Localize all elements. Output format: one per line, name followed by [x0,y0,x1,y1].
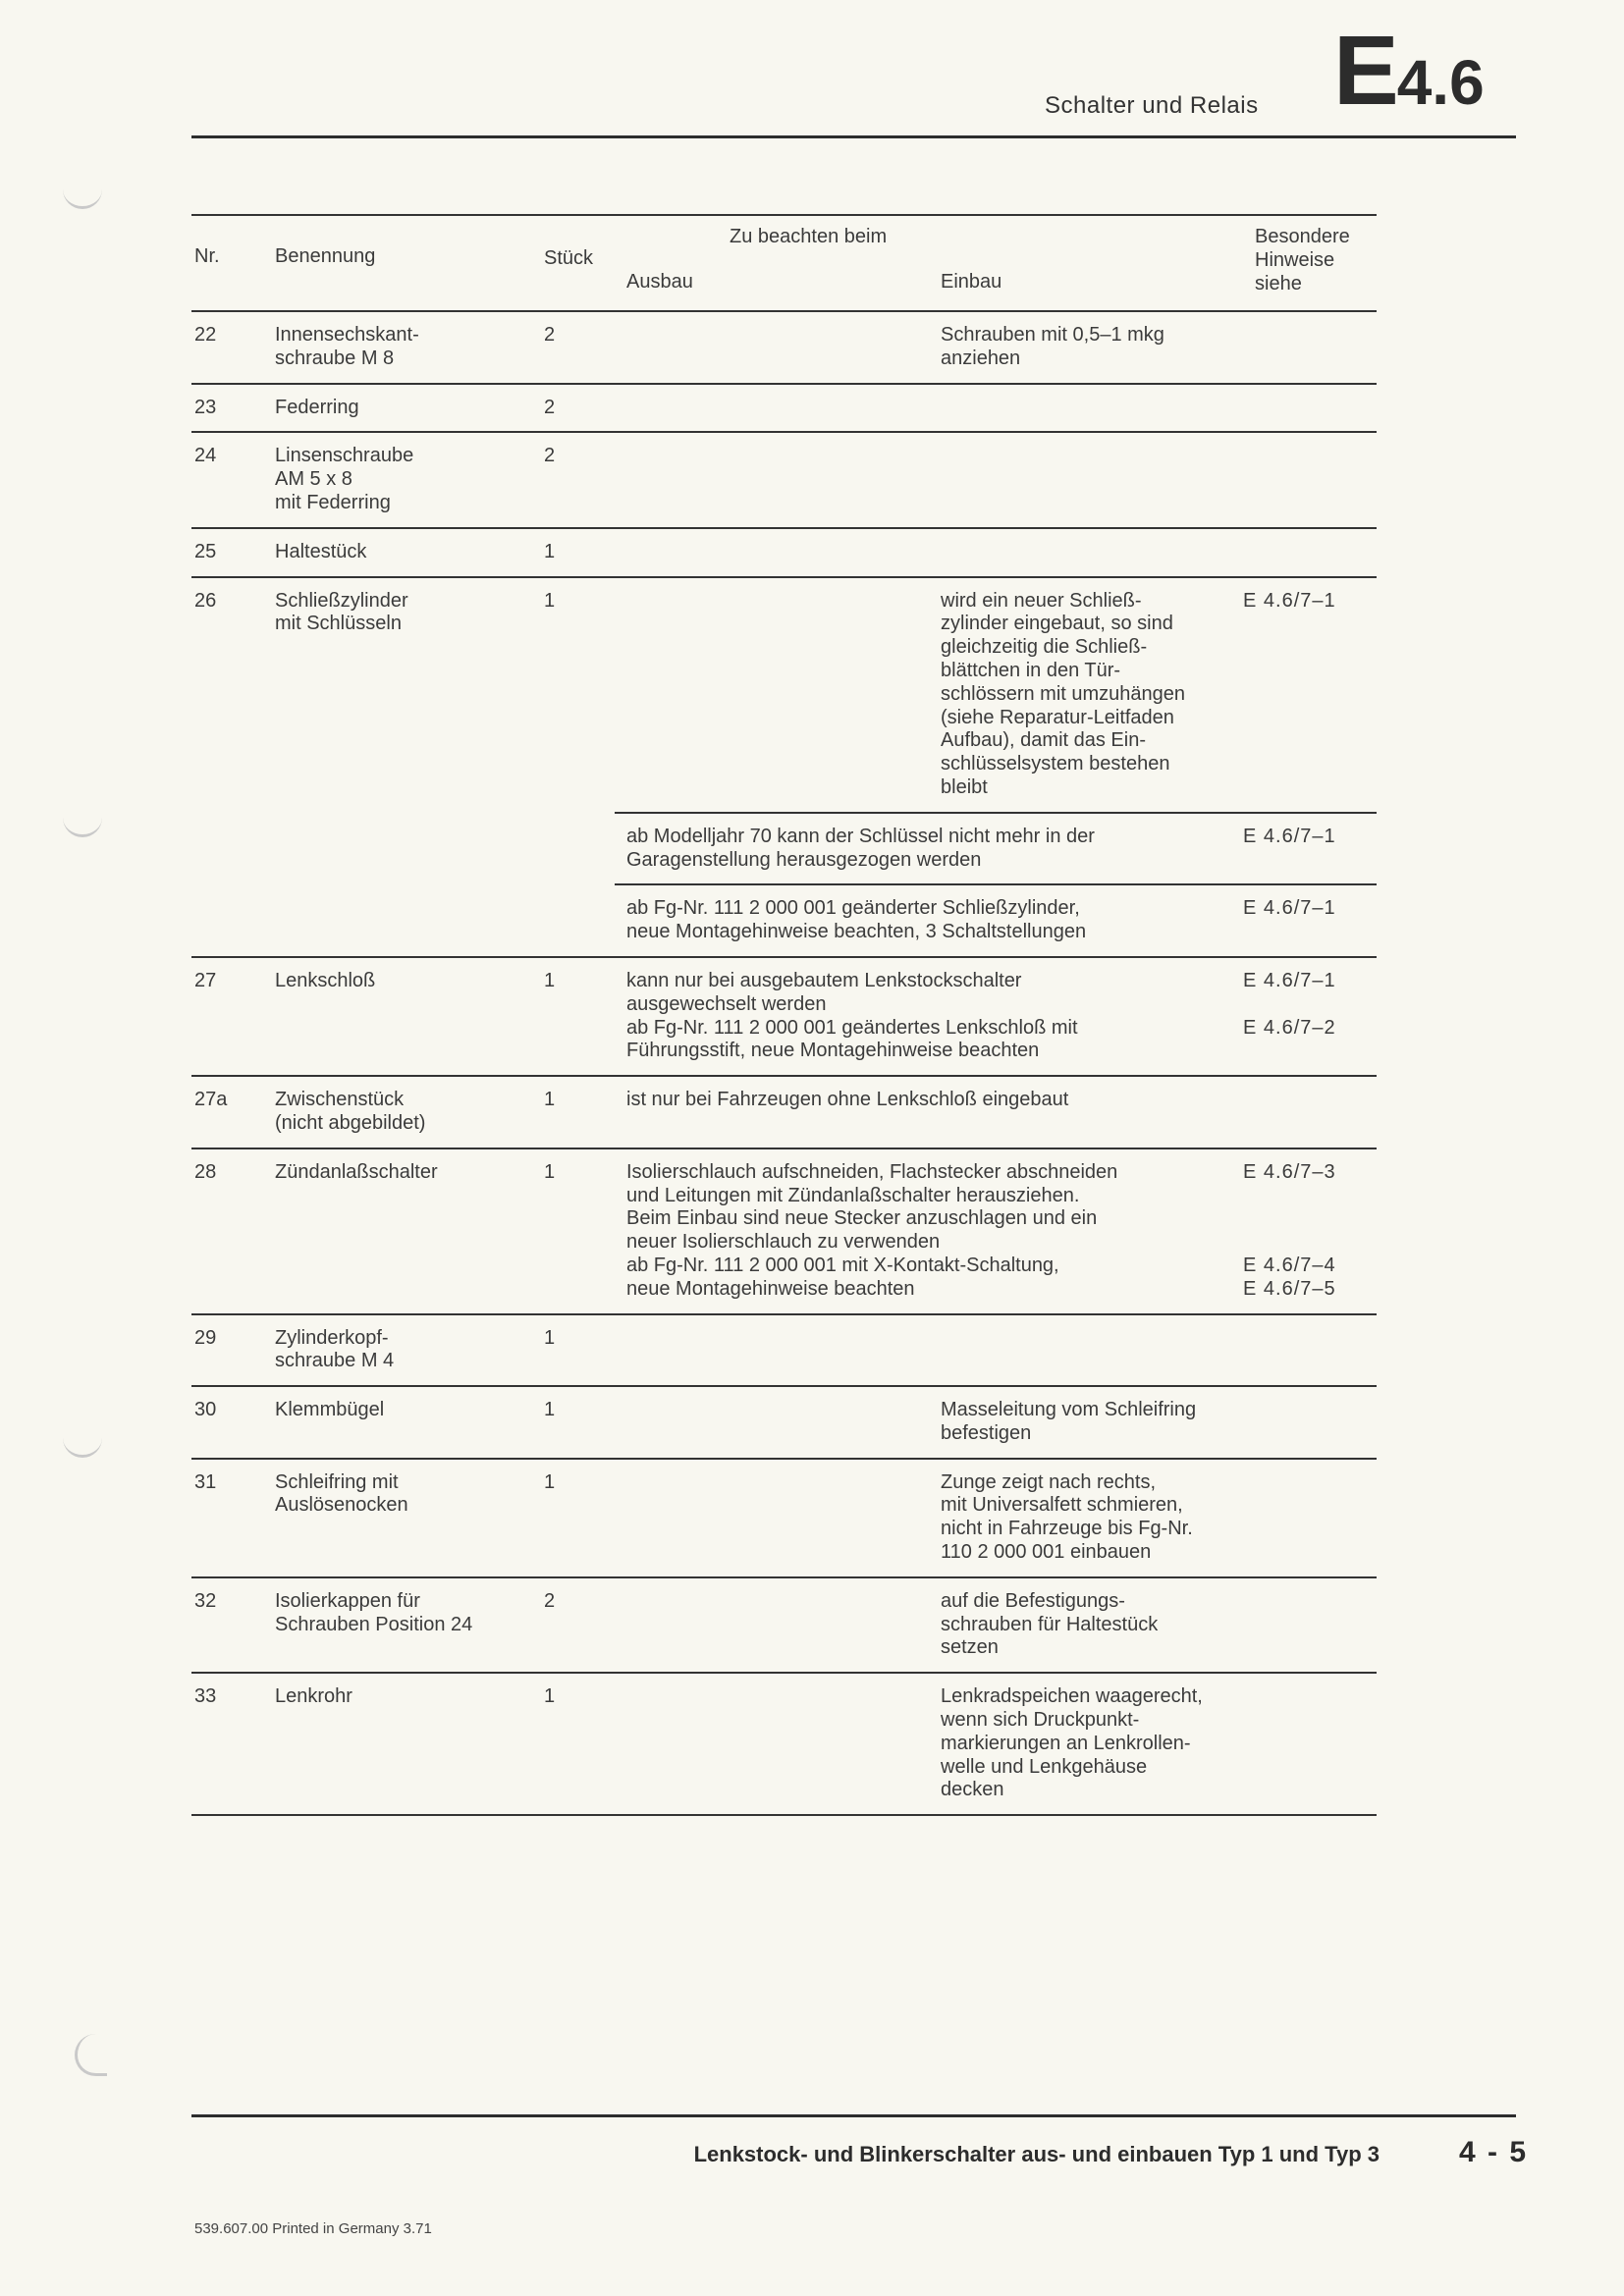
col-group: Zu beachten beim [730,226,888,247]
part-number: 28 [194,1160,217,1183]
note-line: befestigen [941,1421,1032,1444]
part-name-line: mit Schlüsseln [275,613,402,635]
note-text-einbau [615,445,1243,468]
part-name [275,1149,544,1313]
table-row [191,383,1377,432]
note-text-ausbau [615,826,1243,873]
note-references [1243,970,1377,1063]
note-entry [615,958,1377,1075]
section-code [1333,16,1485,132]
part-name [275,1460,544,1576]
imprint: 539.607.00 Printed in Germany 3.71 [194,2220,432,2237]
part-name [275,1578,544,1672]
note-line: ausgewechselt werden [626,992,827,1015]
note-line: Lenkradspeichen waagerecht, [941,1685,1203,1708]
note-line: neue Montagehinweise beachten [626,1277,915,1300]
table-row [191,1313,1377,1386]
part-notes [615,433,1377,526]
table-row [191,1458,1377,1576]
reference-line [1243,993,1377,1017]
note-line: schlüsselsystem bestehen [941,753,1170,775]
col-nr: Nr. [194,245,220,267]
note-references [1243,590,1377,800]
table-row [191,310,1377,383]
part-notes [615,1315,1377,1386]
reference-line: E 4.6/7–2 [1243,1016,1336,1039]
table-row [191,1672,1377,1816]
section-letter: E [1333,16,1397,126]
part-notes [615,1674,1377,1814]
part-quantity: 1 [544,1326,556,1349]
note-references [1243,1089,1377,1112]
part-notes [615,1460,1377,1576]
part-name-line: Auslösenocken [275,1494,408,1517]
note-line: nicht in Fahrzeuge bis Fg-Nr. [941,1518,1193,1540]
part-number: 32 [194,1589,217,1612]
part-name-line: Lenkschloß [275,969,376,991]
part-number: 22 [194,324,217,346]
note-empty [941,397,1243,420]
note-references [1243,1685,1377,1802]
note-entry [615,529,1377,576]
col-refs-1: Besondere [1255,226,1350,247]
part-name [275,385,544,432]
table-row [191,1385,1377,1458]
part-number: 24 [194,445,217,467]
part-name-line: schraube M 4 [275,1350,395,1372]
part-number: 27a [194,1089,228,1111]
part-quantity: 1 [544,1089,556,1111]
part-name-line: Zündanlaßschalter [275,1160,438,1183]
note-entry [615,1387,1377,1458]
part-quantity: 1 [544,1685,556,1708]
note-empty [941,445,1243,468]
note-references [1243,397,1377,420]
note-text-ausbau [615,897,1243,944]
reference-line [1243,1207,1377,1231]
reference-line: E 4.6/7–1 [1243,825,1336,847]
part-name-line: Innensechskant- [275,324,419,346]
note-line: schlössern mit umzuhängen [941,682,1186,705]
note-line: Masseleitung vom Schleifring [941,1399,1197,1421]
note-line: welle und Lenkgehäuse [941,1755,1148,1778]
note-line: ab Modelljahr 70 kann der Schlüssel nicht mehr in der [626,825,1095,847]
table-row [191,956,1377,1075]
note-line: markierungen an Lenkrollen- [941,1732,1191,1754]
part-number: 27 [194,969,217,991]
col-einbau: Einbau [941,271,1002,293]
parts-table [191,214,1377,1816]
reference-line: E 4.6/7–3 [1243,1160,1336,1183]
note-references [1243,826,1377,873]
note-text-einbau [615,590,1243,800]
note-entry [615,1149,1377,1313]
part-quantity: 1 [544,1470,556,1493]
note-line: neue Montagehinweise beachten, 3 Schaltstellungen [626,921,1087,943]
part-name [275,1387,544,1458]
note-line: blättchen in den Tür- [941,659,1121,681]
note-line: bleibt [941,775,988,798]
reference-line: E 4.6/7–4 [1243,1254,1336,1276]
col-name: Benennung [275,245,376,267]
col-refs-2: Hinweise [1255,249,1335,271]
binder-hole [75,2034,107,2076]
note-text-einbau [615,1590,1243,1660]
chapter-title: Schalter und Relais [1045,92,1259,119]
note-entry [615,1315,1377,1362]
part-name-line: Federring [275,396,359,418]
note-references [1243,445,1377,468]
section-number: 4.6 [1396,47,1485,118]
note-entry [615,1674,1377,1814]
note-line: kann nur bei ausgebautem Lenkstockschalter [626,969,1022,991]
note-entry [615,433,1377,480]
part-name-line: Linsenschraube [275,445,414,467]
footer-title: Lenkstock- und Blinkerschalter aus- und einbauen Typ 1 und Typ 3 [693,2142,1380,2166]
note-references [1243,1327,1377,1351]
note-text-einbau [615,1471,1243,1565]
part-quantity: 1 [544,969,556,991]
col-qty: Stück [544,247,594,269]
note-text-einbau [615,1327,1243,1351]
note-line: neuer Isolierschlauch zu verwenden [626,1231,941,1254]
table-row [191,1576,1377,1672]
part-number: 29 [194,1326,217,1349]
part-name-line: Isolierkappen für [275,1589,420,1612]
note-text-einbau [615,541,1243,564]
note-line: wenn sich Druckpunkt- [941,1709,1140,1732]
part-quantity: 2 [544,324,556,346]
reference-line: E 4.6/7–1 [1243,969,1336,991]
part-name-line: AM 5 x 8 [275,468,352,491]
note-line: auf die Befestigungs- [941,1589,1125,1612]
table-row [191,431,1377,526]
reference-line: E 4.6/7–1 [1243,589,1336,612]
part-name-line: Schrauben Position 24 [275,1613,473,1635]
part-name [275,529,544,576]
note-line: schrauben für Haltestück [941,1613,1159,1635]
note-entry [615,578,1377,812]
part-name [275,578,544,956]
part-name-line: Schleifring mit [275,1470,399,1493]
part-name-line: Zwischenstück [275,1089,405,1111]
note-line: ist nur bei Fahrzeugen ohne Lenkschloß eingebaut [626,1089,1069,1111]
part-number: 23 [194,396,217,418]
note-line: mit Universalfett schmieren, [941,1494,1183,1517]
part-name [275,1674,544,1814]
note-entry [615,1578,1377,1672]
part-notes [615,385,1377,432]
part-quantity: 1 [544,1160,556,1183]
note-entry [615,1077,1377,1124]
part-name-line: Zylinderkopf- [275,1326,389,1349]
note-text-einbau [615,397,1243,420]
table-row [191,527,1377,576]
table-row [191,1075,1377,1148]
part-name-line: Klemmbügel [275,1399,385,1421]
note-line: wird ein neuer Schließ- [941,589,1142,612]
binder-hole [63,805,102,837]
part-notes [615,578,1377,956]
reference-line [1243,1185,1377,1208]
note-text-ausbau [615,970,1243,1063]
note-entry [615,883,1377,956]
note-references [1243,1399,1377,1446]
note-line: anziehen [941,347,1021,369]
note-empty [941,541,1243,564]
note-text-einbau [615,324,1243,371]
note-line: Isolierschlauch aufschneiden, Flachstecker abschneiden [626,1160,1118,1183]
part-notes [615,1149,1377,1313]
part-name [275,312,544,383]
part-number: 33 [194,1685,217,1708]
note-line: ab Fg-Nr. 111 2 000 001 mit X-Kontakt-Schaltung, [626,1254,1059,1276]
note-references [1243,541,1377,564]
part-name [275,1077,544,1148]
note-line: Führungsstift, neue Montagehinweise beachten [626,1040,1040,1062]
reference-line [1243,1231,1377,1255]
col-refs-3: siehe [1255,273,1302,294]
part-number: 30 [194,1399,217,1421]
note-references [1243,897,1377,944]
note-text-einbau [615,1685,1243,1802]
part-name-line: mit Federring [275,491,391,513]
note-entry [615,812,1377,884]
note-line: (siehe Reparatur-Leitfaden [941,706,1174,728]
note-text-ausbau [615,1161,1243,1302]
part-quantity: 2 [544,445,556,467]
note-references [1243,1590,1377,1660]
part-quantity: 2 [544,396,556,418]
reference-line: E 4.6/7–5 [1243,1277,1336,1300]
note-line: gleichzeitig die Schließ- [941,636,1148,659]
header-divider [191,135,1516,138]
note-references [1243,324,1377,371]
binder-hole [63,1425,102,1458]
note-text-ausbau [615,1089,1243,1112]
note-line: zylinder eingebaut, so sind [941,613,1173,635]
part-number: 31 [194,1470,217,1493]
note-entry [615,312,1377,383]
note-line: ab Fg-Nr. 111 2 000 001 geändertes Lenkschloß mit [626,1016,1078,1039]
reference-line: E 4.6/7–1 [1243,897,1336,920]
note-line: Aufbau), damit das Ein- [941,729,1146,752]
table-row [191,576,1377,956]
part-notes [615,312,1377,383]
part-notes [615,1578,1377,1672]
note-entry [615,1460,1377,1576]
table-header [191,216,1377,310]
note-references [1243,1161,1377,1302]
note-line: setzen [941,1636,999,1659]
note-line: 110 2 000 001 einbauen [941,1541,1152,1564]
table-row [191,1148,1377,1313]
note-line: und Leitungen mit Zündanlaßschalter herausziehen. [626,1184,1080,1206]
part-notes [615,1077,1377,1148]
part-name [275,433,544,526]
binder-hole [63,177,102,209]
part-quantity: 1 [544,540,556,562]
note-line: Beim Einbau sind neue Stecker anzuschlagen und ein [626,1207,1098,1230]
footer-divider [191,2114,1516,2117]
note-references [1243,1471,1377,1565]
part-name-line: schraube M 8 [275,347,395,369]
part-quantity: 1 [544,589,556,612]
col-ausbau: Ausbau [626,271,693,293]
part-notes [615,1387,1377,1458]
part-notes [615,958,1377,1075]
part-name-line: Haltestück [275,540,367,562]
note-empty [941,1327,1243,1351]
note-line: ab Fg-Nr. 111 2 000 001 geänderter Schließzylinder, [626,897,1080,920]
part-name-line: Lenkrohr [275,1685,352,1708]
part-number: 26 [194,589,217,612]
note-entry [615,385,1377,432]
note-line: decken [941,1779,1004,1801]
note-line: Schrauben mit 0,5–1 mkg [941,324,1164,346]
part-quantity: 2 [544,1589,556,1612]
part-quantity: 1 [544,1399,556,1421]
part-name-line: (nicht abgebildet) [275,1111,426,1134]
part-name [275,958,544,1075]
note-line: Garagenstellung herausgezogen werden [626,848,982,871]
part-name-line: Schließzylinder [275,589,408,612]
part-notes [615,529,1377,576]
part-name [275,1315,544,1386]
note-line: Zunge zeigt nach rechts, [941,1470,1157,1493]
note-text-einbau [615,1399,1243,1446]
part-number: 25 [194,540,217,562]
table-body [191,310,1377,1816]
page-number: 4 - 5 [1459,2136,1529,2168]
